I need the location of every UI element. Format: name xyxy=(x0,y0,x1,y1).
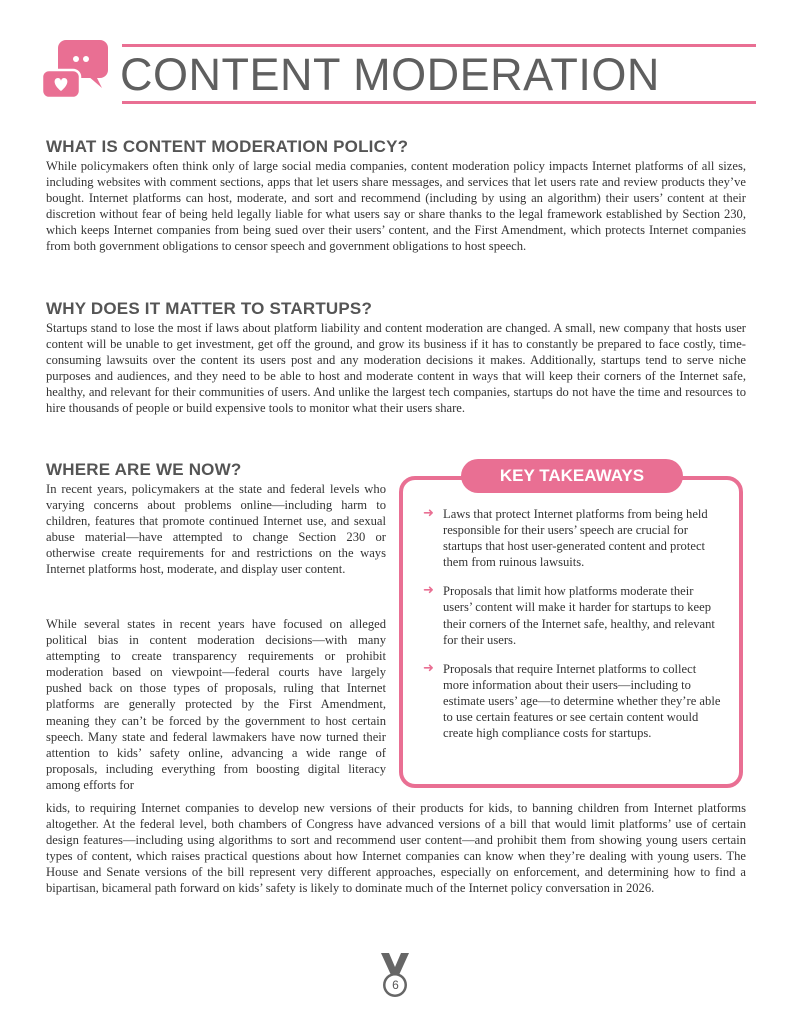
section-text-where-2: While several states in recent years have focused on alleged political bias in content moderation decisions—with many attempting to create transparency requirements or prohibit moderation based on viewpoint—federal courts have largely pushed back on those types of proposals, ruling that Internet platforms are generally protected by the First Amendment, meaning they can’t be forced by the government to host certain speech. Many state and federal lawmakers have now turned their attention to kids’ safety online, advancing a wide range of proposals, including everything from boosting digital literacy among efforts for xyxy=(46,617,386,792)
takeaway-item: ➜ Proposals that limit how platforms moderate their users’ content will make it harder for startups to keep their corners of the Internet safe, healthy, and relevant for their users. xyxy=(423,583,715,647)
header-rule-bottom xyxy=(122,101,756,104)
arrow-right-icon: ➜ xyxy=(423,660,434,676)
page-title: CONTENT MODERATION xyxy=(120,49,660,100)
section-text-why: Startups stand to lose the most if laws about platform liability and content moderation are changed. A small, new company that hosts user content will be unable to get investment, get off the ground, and grow its business if it has to constantly be prepared to face costly, time-consuming lawsuits over the content its users post and any moderation decisions it makes. Additionally, startups tend to serve niche purposes and audiences, and they need to be able to host and moderate content in ways that will keep their corners of the Internet safe, healthy, and relevant for their communities of users. And unlike the largest tech companies, startups do not have the time and resources to hire thousands of people or build expensive tools to monitor what their users share. xyxy=(46,321,746,416)
section-text-where-1: In recent years, policymakers at the state and federal levels who varying concerns about problems online—including harm to children, features that promote continued Internet use, and sexual abuse material—have attempted to change Section 230 or otherwise create requirements for and restrictions on the ways Internet platforms host, moderate, and display user content. xyxy=(46,482,386,577)
key-takeaways-title: KEY TAKEAWAYS xyxy=(461,459,683,493)
key-takeaways-list xyxy=(423,506,723,754)
chat-bubbles-icon xyxy=(40,38,110,102)
page-number: 6 xyxy=(392,978,399,992)
arrow-right-icon: ➜ xyxy=(423,506,434,521)
section-heading-where: WHERE ARE WE NOW? xyxy=(46,460,242,479)
header-rule-top xyxy=(122,44,756,47)
section-text-where-3: kids, to requiring Internet companies to develop new versions of their products for kids, to banning children from Internet platforms altogether. At the federal level, both chambers of Congress have advanced versions of a bill that would limit platforms’ use of certain design features—including using algorithms to sort and recommend user content—and prohibit them from showing young users certain types of content, which raises practical questions about how Internet companies can know when they’re dealing with young users. The House and Senate versions of the bill represent very different approaches, especially on enforcement, and determining how to find a bipartisan, bicameral path forward on kids’ safety is likely to dominate much of the Internet policy conversation in 2026. xyxy=(46,801,746,896)
takeaway-item: ➜ Laws that protect Internet platforms from being held responsible for their users’ speech are crucial for startups that host user-generated content and protect them from ruinous lawsuits. xyxy=(423,506,708,570)
section-text-what: While policymakers often think only of large social media companies, content moderation policy impacts Internet platforms of all sizes, including websites with comment sections, apps that let users share messages, and services that let users rate and review products they’ve bought. Internet platforms can host, moderate, and sort and recommend (including by using an algorithm) their users’ content at their discretion without fear of being held legally liable for what users say or share thanks to the legal framework established by Section 230, which keeps Internet companies from being sued over their users’ content, and the First Amendment, which protects Internet companies from both government obligations to censor speech and government obligations to host speech. xyxy=(46,159,746,254)
section-heading-what: WHAT IS CONTENT MODERATION POLICY? xyxy=(46,137,409,156)
takeaway-item: ➜ Proposals that require Internet platforms to collect more information about their users—including to estimate users’ age—to determine whether they’re able to use certain features or see certain content would create high compliance costs for startups. xyxy=(423,660,721,741)
arrow-right-icon: ➜ xyxy=(423,583,434,599)
section-heading-why: WHY DOES IT MATTER TO STARTUPS? xyxy=(46,299,373,318)
